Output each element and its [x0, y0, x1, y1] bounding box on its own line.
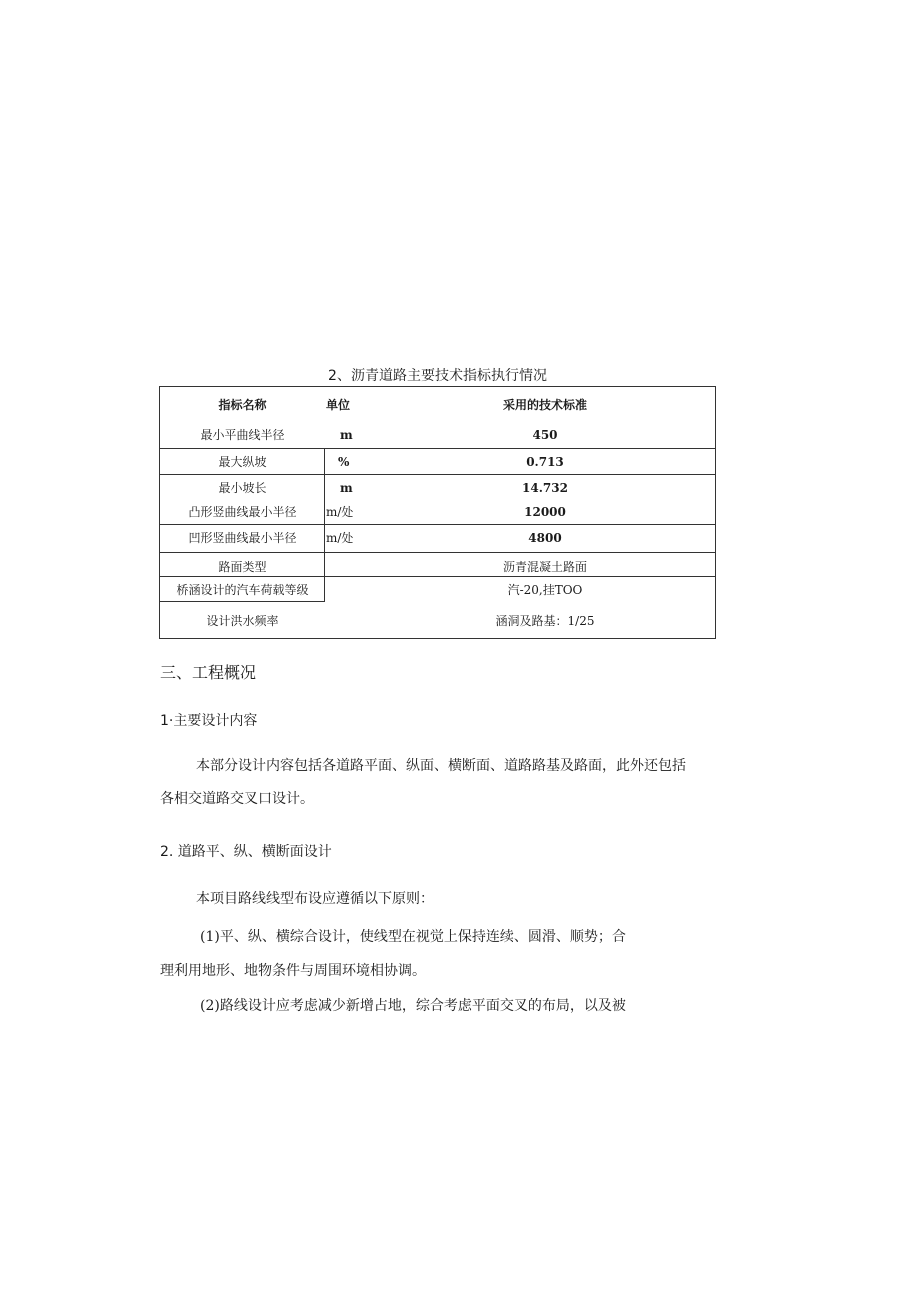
table-row-value: 涵洞及路基：1/25 [495, 614, 595, 628]
paragraph-line: (2)路线设计应考虑减少新增占地，综合考虑平面交叉的布局，以及被 [200, 998, 626, 1014]
table-row-unit: m/处 [326, 531, 354, 545]
table-row-name: 凹形竖曲线最小半径 [188, 531, 297, 545]
table-row-name: 设计洪水频率 [206, 614, 279, 628]
table-row-name: 桥涵设计的汽车荷载等级 [176, 583, 309, 597]
table-row-unit: % [338, 455, 350, 469]
table-row-unit: m [340, 481, 353, 495]
header-indicator-name: 指标名称 [218, 398, 267, 412]
header-standard: 采用的技术标准 [502, 398, 587, 412]
table-rule [324, 448, 325, 601]
table-row-value: 12000 [524, 505, 566, 519]
paragraph-line: 本部分设计内容包括各道路平面、纵面、横断面、道路路基及路面，此外还包括 [196, 758, 686, 774]
table-row-value: 450 [532, 428, 558, 442]
table-row-value: 沥青混凝土路面 [502, 560, 587, 574]
table-row-unit: m [340, 428, 353, 442]
section-heading: 三、工程概况 [160, 663, 257, 682]
table-rule [160, 524, 715, 525]
subsection-heading: 1·主要设计内容 [160, 713, 258, 729]
table-row-name: 最小坡长 [218, 481, 267, 495]
table-rule [160, 448, 715, 449]
table-rule [160, 576, 715, 577]
paragraph-line: 各相交道路交叉口设计。 [160, 791, 314, 807]
table-row-value: 汽-20,挂TOO [507, 583, 583, 597]
table-caption: 2、沥青道路主要技术指标执行情况 [328, 368, 547, 384]
table-row-name: 路面类型 [218, 560, 267, 574]
table-row-name: 最小平曲线半径 [200, 428, 285, 442]
table-row-value: 14.732 [522, 481, 568, 495]
header-unit: 单位 [326, 398, 351, 412]
table-row-value: 4800 [528, 531, 562, 545]
table-row-value: 0.713 [526, 455, 564, 469]
paragraph-line: (1)平、纵、横综合设计，使线型在视觉上保持连续、圆滑、顺势；合 [200, 929, 626, 945]
table-rule [160, 552, 715, 553]
technical-indicators-table [159, 386, 716, 639]
table-rule [160, 474, 715, 475]
table-row-name: 最大纵坡 [218, 455, 267, 469]
paragraph-line: 理利用地形、地物条件与周围环境相协调。 [160, 963, 426, 979]
paragraph-line: 本项目路线线型布设应遵循以下原则： [196, 891, 434, 907]
table-rule [160, 601, 325, 602]
table-row-unit: m/处 [326, 505, 354, 519]
subsection-heading: 2. 道路平、纵、横断面设计 [160, 844, 332, 860]
table-row-name: 凸形竖曲线最小半径 [188, 505, 297, 519]
